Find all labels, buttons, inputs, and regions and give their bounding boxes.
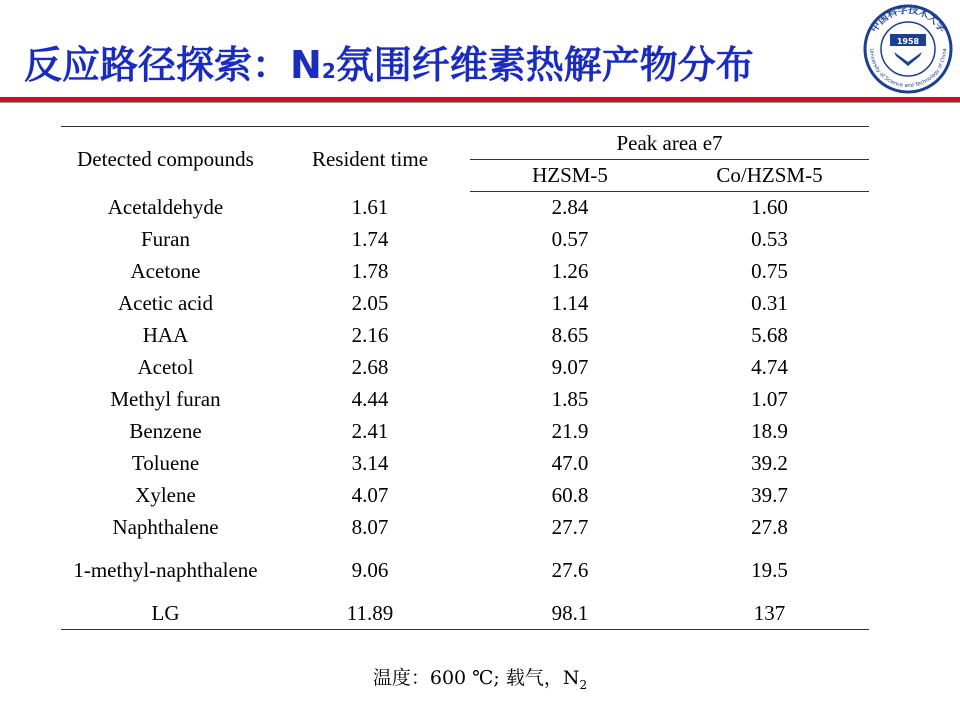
cell-time: 11.89: [270, 598, 470, 630]
cell-co-hzsm5: 0.75: [751, 259, 788, 283]
cell-hzsm5: 2.84: [551, 195, 589, 220]
cell-co-hzsm5: 0.31: [751, 291, 788, 315]
table-row: [61, 384, 869, 416]
cell-compound: Naphthalene: [112, 515, 219, 539]
cell-time: 9.06: [351, 558, 389, 582]
table-header-row: [61, 127, 869, 160]
cell-hzsm5: 0.57: [551, 227, 589, 251]
logo-year: 1958: [896, 37, 920, 46]
cell-compound: Benzene: [129, 419, 202, 443]
cell-time: 4.07: [351, 483, 389, 507]
table-row: [61, 512, 869, 544]
header-co-hzsm5: Co/HZSM-5: [670, 160, 869, 192]
cell-compound: Methyl furan: [110, 387, 221, 411]
cell-hzsm5: 1.85: [551, 387, 589, 411]
header-divider-shadow: [0, 102, 960, 103]
table-row: [61, 416, 869, 448]
cell-hzsm5: 27.6: [551, 558, 589, 582]
cell-time: 2.16: [351, 323, 389, 347]
table-row: [61, 544, 869, 598]
cell-compound: Acetone: [130, 259, 201, 283]
cell-compound: 1-methyl-naphthalene: [73, 558, 258, 582]
header-hzsm5: HZSM-5: [470, 160, 670, 192]
cell-time: 1.61: [351, 195, 389, 219]
table-row: [61, 288, 869, 320]
cell-co-hzsm5: 27.8: [751, 515, 788, 539]
table-row: [61, 480, 869, 512]
cell-co-hzsm5: 4.74: [751, 355, 788, 379]
page-title: [24, 34, 754, 89]
cell-time: 8.07: [351, 515, 389, 539]
cell-co-hzsm5: 39.2: [751, 451, 788, 475]
cell-co-hzsm5: 0.53: [751, 227, 788, 251]
title-subscript: 2: [321, 59, 336, 83]
cell-hzsm5: 27.7: [551, 515, 589, 539]
cell-hzsm5: 98.1: [470, 598, 670, 630]
cell-co-hzsm5: 39.7: [751, 483, 788, 507]
header-peak-area: Peak area e7: [470, 127, 869, 160]
cell-co-hzsm5: 137: [670, 598, 869, 630]
title-main: 反应路径探索：N: [24, 43, 322, 87]
cell-co-hzsm5: 18.9: [751, 419, 788, 443]
cell-co-hzsm5: 19.5: [751, 558, 788, 582]
footnote-subscript: 2: [579, 677, 588, 692]
cell-time: 2.05: [351, 291, 389, 315]
cell-hzsm5: 21.9: [551, 419, 589, 443]
cell-compound: LG: [61, 598, 270, 630]
cell-compound: Furan: [141, 227, 190, 251]
pyrolysis-products-table: [61, 126, 869, 630]
table-row: [61, 192, 869, 224]
table-row: [61, 320, 869, 352]
experiment-conditions-note: [0, 663, 960, 692]
cell-time: 1.78: [351, 259, 389, 283]
cell-compound: Xylene: [135, 483, 196, 507]
cell-compound: Acetaldehyde: [107, 195, 224, 219]
cell-hzsm5: 9.07: [551, 355, 589, 379]
table-row: [61, 224, 869, 256]
table-row: [61, 598, 869, 630]
cell-compound: Toluene: [131, 451, 200, 475]
header-compounds: Detected compounds: [61, 127, 270, 192]
cell-time: 2.68: [351, 355, 389, 379]
cell-hzsm5: 47.0: [551, 451, 589, 475]
table-row: [61, 352, 869, 384]
header-resident-time: Resident time: [270, 127, 470, 192]
cell-compound: Acetic acid: [117, 291, 214, 315]
cell-time: 4.44: [351, 387, 389, 411]
table-row: [61, 448, 869, 480]
cell-time: 3.14: [351, 451, 389, 475]
cell-time: 1.74: [351, 227, 389, 251]
logo-ring-text: University of Science and Technology of China: [867, 48, 949, 90]
cell-hzsm5: 1.26: [551, 259, 589, 283]
footnote-text: 温度：600 ℃; 载气，N: [372, 667, 580, 689]
cell-hzsm5: 60.8: [551, 483, 589, 507]
cell-co-hzsm5: 1.60: [751, 195, 788, 220]
table-row: [61, 256, 869, 288]
cell-compound: Acetol: [137, 355, 194, 379]
cell-hzsm5: 8.65: [551, 323, 589, 347]
logo-cn-text: 中国科学技术大学: [868, 4, 948, 35]
university-logo: [860, 4, 956, 94]
cell-co-hzsm5: 5.68: [751, 323, 788, 347]
cell-co-hzsm5: 1.07: [751, 387, 788, 411]
title-rest: 氛围纤维素热解产物分布: [335, 43, 754, 87]
cell-compound: HAA: [142, 323, 189, 347]
cell-hzsm5: 1.14: [551, 291, 589, 315]
cell-time: 2.41: [351, 419, 389, 443]
